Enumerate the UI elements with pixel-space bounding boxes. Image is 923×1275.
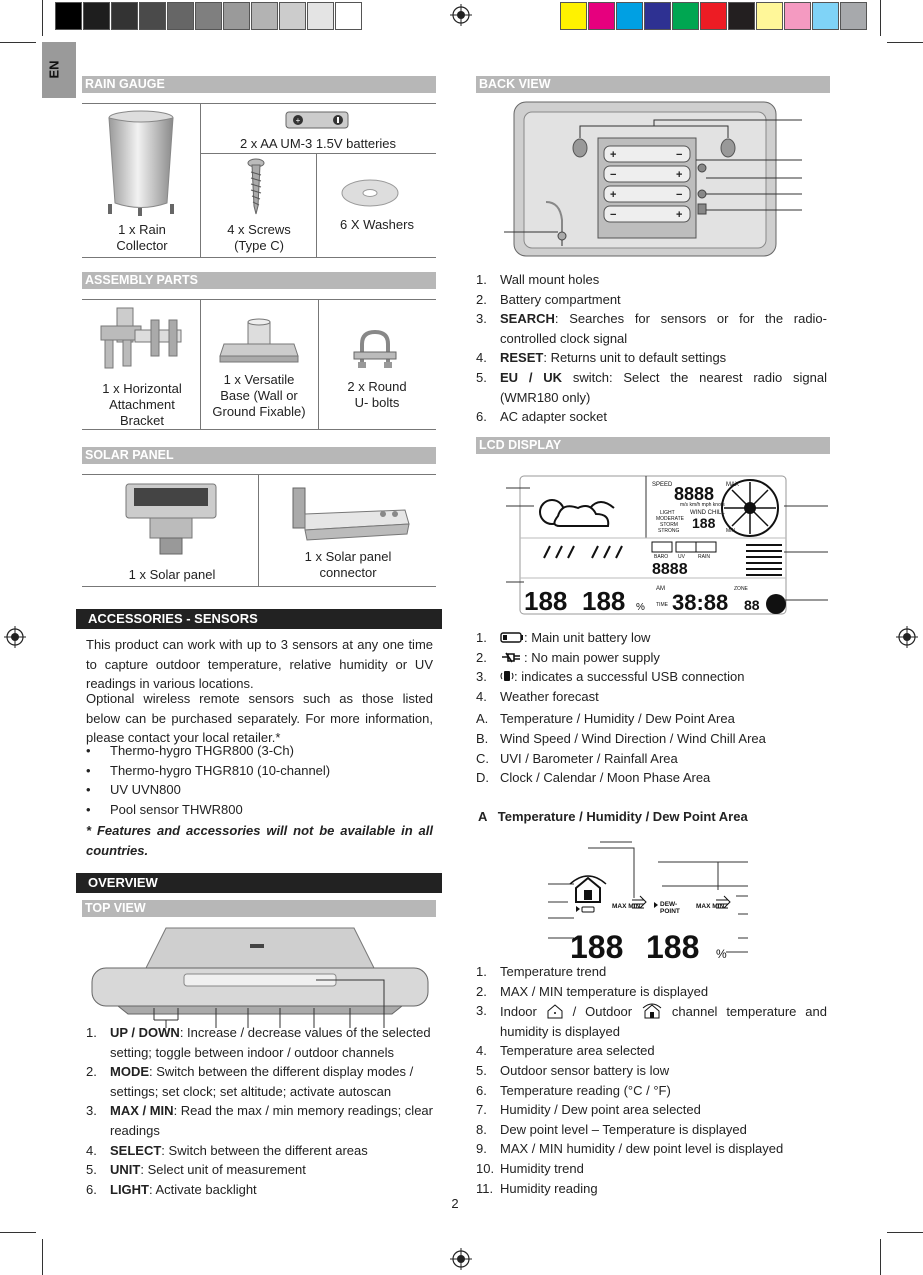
- lcd-rain-label: RAIN: [698, 554, 710, 560]
- solar-panel-header: SOLAR PANEL: [82, 447, 436, 464]
- horizontal-bracket-caption: 1 x Horizontal Attachment Bracket: [102, 381, 182, 428]
- top-view-list: [86, 1023, 433, 1199]
- page-number: 2: [451, 1196, 459, 1211]
- assembly-parts-header: ASSEMBLY PARTS: [82, 272, 436, 289]
- list-item: 2. Battery compartment: [476, 291, 621, 307]
- usb-connection-icon: [500, 670, 514, 682]
- lcd-display-header: LCD DISPLAY: [476, 437, 830, 454]
- humidity-percent-label: %: [716, 947, 727, 961]
- lcd-percent-label: %: [636, 602, 645, 613]
- lcd-moderate-label: MODERATE: [656, 516, 684, 522]
- overview-header: OVERVIEW: [76, 873, 442, 893]
- back-view-header: BACK VIEW: [476, 76, 830, 93]
- battery-icon: [285, 110, 351, 130]
- crop-mark: [887, 1232, 923, 1233]
- print-swatch: [700, 2, 727, 30]
- print-swatch: [167, 2, 194, 30]
- washers-caption: 6 X Washers: [340, 217, 414, 232]
- svg-text:188: 188: [582, 586, 626, 616]
- svg-text:188: 188: [692, 515, 716, 531]
- registration-mark-icon: [450, 1248, 472, 1270]
- lcd-time-label: TIME: [656, 602, 668, 608]
- print-swatch: [335, 2, 362, 30]
- svg-text:38:88: 38:88: [672, 590, 729, 615]
- top-view-header: TOP VIEW: [82, 900, 436, 917]
- solar-panel-connector-image: [285, 484, 415, 544]
- list-item: • UV UVN800: [86, 782, 181, 798]
- print-swatch: [560, 2, 587, 30]
- list-item: 6. AC adapter socket: [476, 409, 607, 425]
- u-bolts-caption: 2 x Round U- bolts: [347, 379, 407, 410]
- print-swatch: [588, 2, 615, 30]
- rain-collector-caption: 1 x Rain Collector: [116, 222, 168, 253]
- print-swatch: [279, 2, 306, 30]
- crop-mark: [880, 0, 881, 36]
- list-item: 5. UNIT: Select unit of measurement: [86, 1162, 306, 1178]
- registration-mark-icon: [450, 4, 472, 26]
- registration-mark-icon: [4, 626, 26, 648]
- crop-mark: [42, 1239, 43, 1275]
- list-item: 4. SELECT: Switch between the different areas: [86, 1142, 368, 1158]
- u-bolts-image: [352, 328, 398, 372]
- accessories-intro: This product can work with up to 3 sensors at any one time to capture outdoor temperature, relative humidity or UV readings in various locations.: [86, 637, 433, 692]
- print-swatch: [251, 2, 278, 30]
- list-item: 1. UP / DOWN: Increase / decrease values of the selected setting; toggle between indoor / outdoor channels: [86, 1025, 431, 1060]
- svg-text:188: 188: [646, 929, 700, 962]
- solar-panel-connector-caption: 1 x Solar panel connector: [304, 549, 392, 580]
- lcd-baro-label: BARO: [654, 554, 669, 560]
- print-swatch: [784, 2, 811, 30]
- lcd-uv-label: UV: [678, 554, 685, 560]
- print-swatch: [139, 2, 166, 30]
- svg-text:−: −: [610, 209, 617, 221]
- list-item: 6. LIGHT: Activate backlight: [86, 1181, 257, 1197]
- svg-text:−: −: [676, 149, 683, 161]
- back-view-list: [476, 270, 827, 427]
- dew-point-label-line1: DEW-: [660, 901, 678, 908]
- outdoor-house-icon: [641, 1001, 663, 1019]
- list-item: • Thermo-hygro THGR810 (10-channel): [86, 762, 331, 778]
- solar-panel-image: [124, 482, 218, 556]
- rain-collector-image: [100, 108, 182, 218]
- list-item: 3. MAX / MIN: Read the max / min memory readings; clear readings: [86, 1103, 433, 1138]
- lcd-strong-label: STRONG: [658, 528, 680, 534]
- indoor-house-icon: [546, 1003, 564, 1019]
- solar-panel-caption: 1 x Solar panel: [128, 567, 216, 582]
- lcd-wind-chill-label: WIND CHILL: [690, 510, 725, 516]
- list-item: 5. EU / UK switch: Select the nearest radio signal (WMR180 only): [476, 369, 827, 405]
- lcd-min-label: MIN: [726, 528, 736, 534]
- print-swatch: [644, 2, 671, 30]
- rain-gauge-header: RAIN GAUGE: [82, 76, 436, 93]
- print-swatch: [83, 2, 110, 30]
- accessories-sensors-header: ACCESSORIES - SENSORS: [76, 609, 442, 629]
- lcd-storm-label: STORM: [660, 522, 678, 528]
- lcd-zone-label: ZONE: [734, 586, 748, 592]
- registration-mark-icon: [896, 626, 918, 648]
- crop-mark: [0, 42, 36, 43]
- lcd-light-label: LIGHT: [660, 510, 675, 516]
- svg-text:+: +: [295, 116, 301, 125]
- lcd-am-label: AM: [656, 586, 665, 592]
- svg-text:188: 188: [570, 929, 624, 962]
- print-swatch: [55, 2, 82, 30]
- washer-image: [340, 178, 400, 208]
- no-power-plug-icon: [500, 652, 524, 663]
- svg-text:8888: 8888: [652, 561, 688, 578]
- list-item: • Thermo-hygro THGR800 (3-Ch): [86, 743, 294, 758]
- print-swatch: [672, 2, 699, 30]
- print-swatch: [840, 2, 867, 30]
- section-a-list: 1. Temperature trend 2. MAX / MIN temperature is displayed 3. Indoor / Outdoor channel temperature and humidity is displayed 4. Temperature area selected 5. Outdoor sensor battery is low 6. Temperature reading (°C / °F) 7. Humidity / Dew point area selected 8. Dew point level – Temperature is displayed 9. MAX / MIN humidity / dew point level is displayed 10. Humidity trend 11. Humidity reading: [476, 964, 827, 1196]
- list-item: 2. MODE: Switch between the different display modes / settings; set clock; set altitude; activate autoscan: [86, 1064, 414, 1099]
- svg-text:+: +: [676, 209, 683, 221]
- svg-text:+: +: [610, 149, 617, 161]
- print-swatch: [756, 2, 783, 30]
- language-tab-label: EN: [46, 60, 62, 79]
- lcd-display-diagram: [500, 466, 830, 622]
- print-swatch: [616, 2, 643, 30]
- list-item: • Pool sensor THWR800: [86, 801, 243, 817]
- svg-text:188: 188: [524, 586, 568, 616]
- print-swatch: [812, 2, 839, 30]
- lcd-max-label: MAX: [726, 482, 740, 488]
- battery-low-icon: [500, 632, 524, 643]
- svg-text:8888: 8888: [674, 484, 715, 504]
- print-swatch: [728, 2, 755, 30]
- temperature-area-diagram: [540, 840, 752, 962]
- screw-image: [245, 158, 267, 216]
- section-a-title: A Temperature / Humidity / Dew Point Area: [478, 809, 748, 824]
- dew-point-label-line2: POINT: [660, 908, 680, 915]
- svg-text:−: −: [610, 169, 617, 181]
- screws-caption: 4 x Screws (Type C): [227, 222, 291, 253]
- print-swatch: [223, 2, 250, 30]
- list-item: 1. Wall mount holes: [476, 272, 600, 287]
- lcd-units-label: m/s km/h mph knots: [680, 502, 725, 508]
- back-view-device-image: [500, 96, 806, 264]
- print-swatch: [111, 2, 138, 30]
- print-swatch: [307, 2, 334, 30]
- versatile-base-caption: 1 x Versatile Base (Wall or Ground Fixable): [212, 372, 306, 419]
- crop-mark: [880, 1239, 881, 1275]
- horizontal-bracket-image: [95, 302, 187, 374]
- sensor-list: [86, 741, 433, 819]
- svg-text:88: 88: [744, 597, 760, 613]
- accessories-optional: Optional wireless remote sensors such as those listed below can be purchased separately. For more information, please contact your local retailer.*: [86, 691, 433, 746]
- list-item: 3. SEARCH: Searches for sensors or for the radio-controlled clock signal: [476, 311, 827, 346]
- max-min-label-temp: MAX MIN: [612, 903, 641, 910]
- crop-mark: [42, 0, 43, 36]
- list-item: 4. RESET: Returns unit to default settings: [476, 350, 727, 366]
- lcd-list: 1. : Main unit battery low 2. : No main power supply 3. : indicates a successful USB connection 4. Weather forecast A. Temperature / Humidity / Dew Point Area B. Wind Speed / Wind Direction / Wind Chill Area C. UVI / Barometer / Rainfall Area D. Clock / Calendar / Moon Phase Area: [476, 630, 766, 786]
- crop-mark: [0, 1232, 36, 1233]
- availability-note: * Features and accessories will not be available in all countries.: [86, 823, 433, 858]
- svg-text:+: +: [676, 169, 683, 181]
- language-tab: [42, 42, 76, 98]
- max-min-label-humidity: MAX MIN: [696, 903, 725, 910]
- crop-mark: [887, 42, 923, 43]
- svg-text:−: −: [676, 189, 683, 201]
- versatile-base-image: [218, 318, 300, 364]
- svg-text:+: +: [610, 189, 617, 201]
- top-view-device-image: [88, 922, 432, 1032]
- print-swatch: [195, 2, 222, 30]
- batteries-caption: 2 x AA UM-3 1.5V batteries: [239, 136, 397, 151]
- lcd-speed-label: SPEED: [652, 482, 673, 488]
